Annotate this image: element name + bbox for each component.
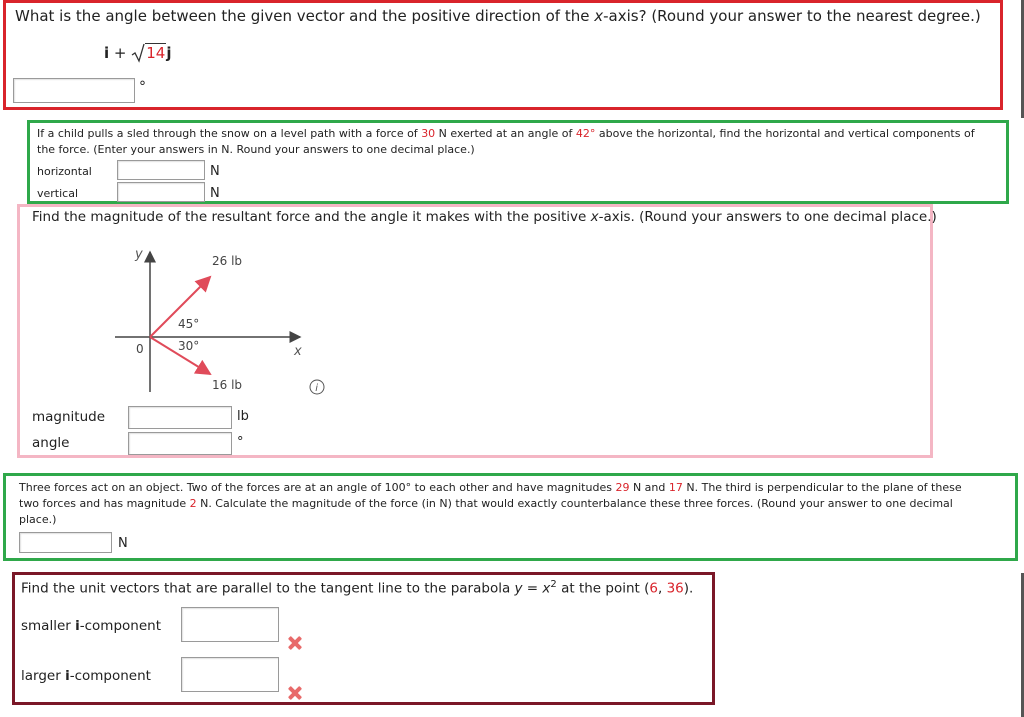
sqrt-value: 14 xyxy=(146,44,166,62)
question-4-panel xyxy=(3,473,1018,561)
question-2-prompt-line-1 xyxy=(37,125,975,142)
question-1-panel xyxy=(3,0,1003,110)
prompt-text: -axis? (Round your answer to the nearest degree.) xyxy=(603,7,981,25)
vertical-input[interactable] xyxy=(117,182,205,202)
prompt-text: Find the magnitude of the resultant force and the angle it makes with the positive xyxy=(32,209,591,225)
degree-unit: ° xyxy=(237,435,244,450)
prompt-variable: x xyxy=(590,209,599,225)
prompt-text: If a child pulls a sled through the snow on a level path with a force of xyxy=(37,127,422,140)
svg-text:i: i xyxy=(315,383,319,394)
question-4-prompt-line-2 xyxy=(19,495,953,512)
counterbalance-force-input[interactable] xyxy=(19,532,112,553)
upper-force-label: 26 lb xyxy=(212,254,243,268)
vertical-label: vertical xyxy=(37,187,79,200)
magnitude-1: 29 xyxy=(615,481,630,494)
horizontal-input[interactable] xyxy=(117,160,205,180)
sqrt-icon xyxy=(131,43,145,63)
equation-x: x xyxy=(542,580,551,597)
magnitude-2: 17 xyxy=(668,481,683,494)
prompt-text: N and xyxy=(629,481,669,494)
angle-answer-input[interactable] xyxy=(13,78,135,103)
vector-expression xyxy=(104,43,172,63)
question-1-prompt xyxy=(15,7,981,25)
prompt-text: -axis. (Round your answers to one decimal place.) xyxy=(598,209,937,225)
prompt-text: ). xyxy=(683,580,694,597)
prompt-text: N. The third is perpendicular to the plane of these xyxy=(682,481,962,494)
question-5-prompt xyxy=(21,579,693,597)
prompt-text: at the point ( xyxy=(556,580,650,597)
question-3-prompt xyxy=(32,209,937,225)
point-x-value: 6 xyxy=(649,580,658,597)
force-value: 30 xyxy=(421,127,436,140)
larger-i-component-input[interactable] xyxy=(181,657,279,692)
newton-unit: N xyxy=(210,164,220,179)
degree-unit: ° xyxy=(139,79,146,95)
unit-vector-j: j xyxy=(166,44,172,62)
equation-exponent: 2 xyxy=(550,579,557,590)
question-4-prompt-line-1 xyxy=(19,479,962,496)
question-2-panel xyxy=(27,120,1009,204)
x-axis-label: x xyxy=(294,344,302,359)
y-axis-label: y xyxy=(135,247,143,262)
force-diagram xyxy=(110,242,330,402)
newton-unit: N xyxy=(210,186,220,201)
point-y-value: 36 xyxy=(666,580,684,597)
lower-angle-label: 30° xyxy=(178,339,200,353)
plus-sign: + xyxy=(109,44,132,62)
prompt-variable: x xyxy=(594,7,604,25)
angle-value: 42° xyxy=(575,127,596,140)
question-5-panel xyxy=(12,572,715,705)
equation-y: y xyxy=(514,580,523,597)
prompt-text: N exerted at an angle of xyxy=(435,127,576,140)
prompt-text: two forces and has magnitude xyxy=(19,497,190,510)
question-2-prompt-line-2: the force. (Enter your answers in N. Round your answers to one decimal place.) xyxy=(37,143,475,156)
magnitude-label: magnitude xyxy=(32,409,106,425)
unit-vector-i: i xyxy=(104,44,110,62)
lower-force-label: 16 lb xyxy=(212,378,243,392)
info-icon[interactable] xyxy=(309,379,325,395)
incorrect-icon xyxy=(288,636,302,650)
prompt-text: above the horizontal, find the horizontal and vertical components of xyxy=(595,127,975,140)
prompt-text: What is the angle between the given vector and the positive direction of the xyxy=(15,7,595,25)
newton-unit: N xyxy=(118,536,128,551)
prompt-text: Three forces act on an object. Two of the forces are at an angle of 100° to each other and have magnitudes xyxy=(19,481,616,494)
angle-label: angle xyxy=(32,435,70,451)
upper-angle-label: 45° xyxy=(178,317,200,331)
incorrect-icon xyxy=(288,686,302,700)
smaller-i-component-label: smaller i-component xyxy=(21,618,161,634)
magnitude-3: 2 xyxy=(189,497,197,510)
magnitude-input[interactable] xyxy=(128,406,232,429)
angle-input[interactable] xyxy=(128,432,232,455)
pound-unit: lb xyxy=(237,409,249,424)
prompt-text: , xyxy=(657,580,667,597)
equation-equals: = xyxy=(522,580,543,597)
origin-label: 0 xyxy=(136,342,144,356)
larger-i-component-label: larger i-component xyxy=(21,668,151,684)
question-3-panel xyxy=(17,204,937,458)
horizontal-label: horizontal xyxy=(37,165,92,178)
prompt-text: N. Calculate the magnitude of the force (in N) that would exactly counterbalance these three forces. (Round your answer to one decimal xyxy=(196,497,953,510)
smaller-i-component-input[interactable] xyxy=(181,607,279,642)
prompt-text: Find the unit vectors that are parallel to the tangent line to the parabola xyxy=(21,580,515,597)
question-4-prompt-line-3: place.) xyxy=(19,513,57,526)
